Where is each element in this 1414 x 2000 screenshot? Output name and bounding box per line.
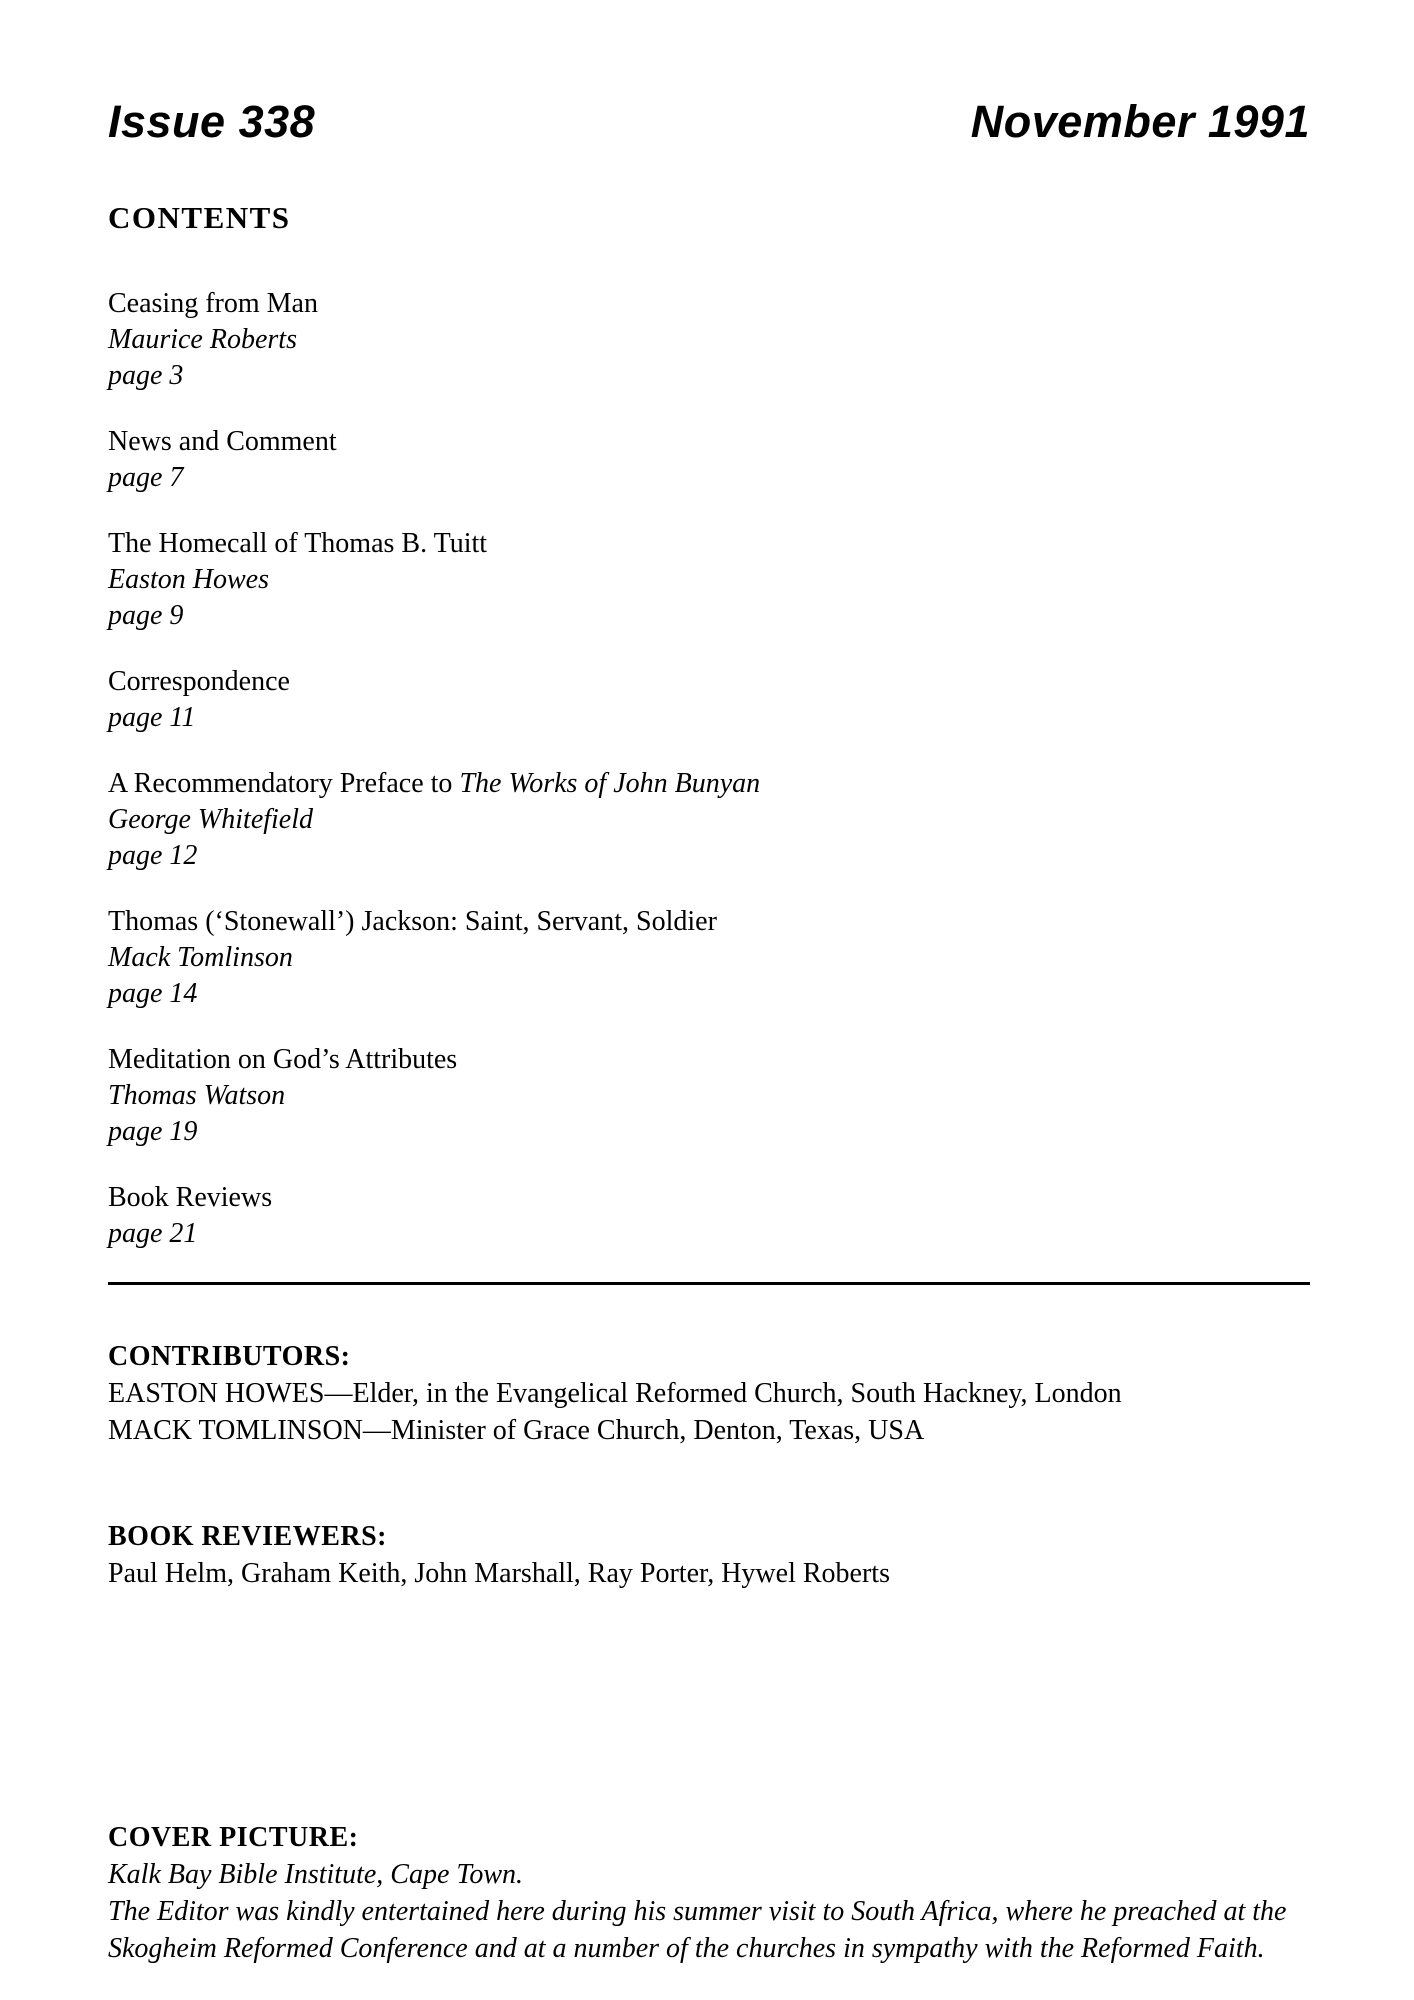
entry-title: Ceasing from Man	[108, 288, 318, 319]
entry-title: Correspondence	[108, 666, 290, 697]
entry-title: The Homecall of Thomas B. Tuitt	[108, 528, 488, 559]
toc-entry	[108, 766, 1310, 874]
table-of-contents	[108, 286, 1310, 1252]
book-reviewers-section	[108, 1519, 1310, 1592]
cover-picture-description: The Editor was kindly entertained here during his summer visit to South Africa, where he preached at the Skogheim Reformed Conference and at a number of the churches in sympathy with the Reformed Faith.	[108, 1896, 1287, 1964]
toc-entry	[108, 286, 1310, 394]
entry-page: page 11	[108, 702, 196, 733]
entry-page: page 3	[108, 360, 184, 391]
toc-entry	[108, 664, 1310, 736]
divider	[108, 1282, 1310, 1285]
entry-title: Book Reviews	[108, 1182, 273, 1213]
toc-entry	[108, 526, 1310, 634]
cover-picture-heading: COVER PICTURE:	[108, 1822, 359, 1853]
entry-title	[108, 766, 1310, 802]
entry-author: Easton Howes	[108, 564, 269, 595]
entry-page: page 9	[108, 600, 184, 631]
masthead	[108, 96, 1310, 148]
book-reviewers-heading: BOOK REVIEWERS:	[108, 1521, 387, 1552]
entry-title-text: A Recommendatory Preface to	[108, 768, 460, 799]
page-title: CONTENTS	[108, 200, 291, 235]
entry-page: page 21	[108, 1218, 198, 1249]
contributor-line: EASTON HOWES—Elder, in the Evangelical Reformed Church, South Hackney, London	[108, 1378, 1122, 1409]
entry-author: Maurice Roberts	[108, 324, 297, 355]
book-reviewers-names: Paul Helm, Graham Keith, John Marshall, Ray Porter, Hywel Roberts	[108, 1558, 890, 1589]
toc-entry	[108, 1180, 1310, 1252]
entry-title: Meditation on God’s Attributes	[108, 1044, 458, 1075]
entry-title: News and Comment	[108, 426, 337, 457]
toc-entry	[108, 904, 1310, 1012]
entry-page: page 7	[108, 462, 184, 493]
entry-page: page 14	[108, 978, 198, 1009]
entry-author: George Whitefield	[108, 804, 314, 835]
cover-picture-caption: Kalk Bay Bible Institute, Cape Town.	[108, 1859, 524, 1890]
entry-page: page 12	[108, 840, 198, 871]
issue-number: Issue 338	[108, 96, 316, 147]
entry-author: Thomas Watson	[108, 1080, 286, 1111]
cover-picture-section	[108, 1820, 1310, 1967]
toc-entry	[108, 1042, 1310, 1150]
issue-date: November 1991	[970, 96, 1310, 147]
toc-entry	[108, 424, 1310, 496]
entry-page: page 19	[108, 1116, 198, 1147]
contributors-heading: CONTRIBUTORS:	[108, 1341, 351, 1372]
entry-title-work: The Works of John Bunyan	[459, 768, 761, 799]
entry-author: Mack Tomlinson	[108, 942, 293, 973]
contributor-line: MACK TOMLINSON—Minister of Grace Church, Denton, Texas, USA	[108, 1415, 925, 1446]
entry-title: Thomas (‘Stonewall’) Jackson: Saint, Servant, Soldier	[108, 906, 717, 937]
contributors-section	[108, 1339, 1310, 1449]
